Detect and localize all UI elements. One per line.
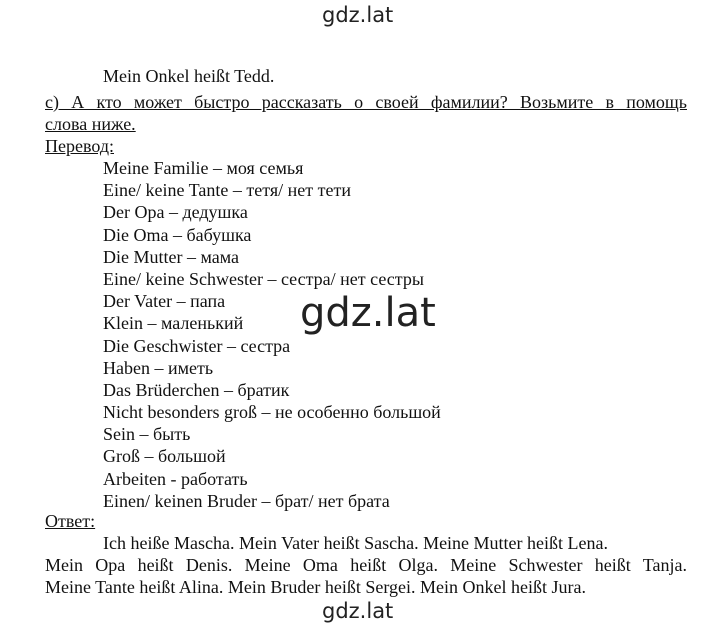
answer-label: Ответ: (45, 511, 96, 531)
watermark-top: gdz.lat (322, 3, 394, 27)
vocab-item: Haben – иметь (103, 357, 214, 378)
vocab-item: Klein – маленький (103, 313, 244, 334)
vocab-item: Der Opa – дедушка (103, 202, 248, 223)
watermark-bottom: gdz.lat (322, 599, 394, 623)
answer-line-3: Meine Tante heißt Alina. Mein Bruder heißt Sergei. Mein Onkel heißt Jura. (45, 577, 586, 597)
answer-line-2: Mein Opa heißt Denis. Meine Oma heißt Olga. Meine Schwester heißt Tanja. (45, 555, 687, 575)
intro-line: Mein Onkel heißt Tedd. (103, 66, 275, 86)
vocab-item: Die Oma – бабушка (103, 224, 252, 245)
vocab-item: Groß – большой (103, 446, 226, 467)
task-line-2: слова ниже. (45, 114, 136, 134)
vocab-item: Der Vater – папа (103, 291, 226, 312)
vocab-item: Eine/ keine Schwester – сестра/ нет сестры (103, 268, 424, 289)
vocab-item: Einen/ keinen Bruder – брат/ нет брата (103, 490, 390, 511)
watermark-middle: gdz.lat (300, 290, 436, 336)
vocab-item: Arbeiten - работать (103, 468, 248, 489)
task-line-1: с) А кто может быстро рассказать о своей фамилии? Возьмите в помощь (45, 92, 687, 112)
vocab-item: Die Mutter – мама (103, 246, 239, 267)
vocab-item: Sein – быть (103, 424, 191, 445)
answer-line-1: Ich heiße Mascha. Mein Vater heißt Sascha. Meine Mutter heißt Lena. (103, 533, 609, 553)
vocab-item: Nicht besonders groß – не особенно большой (103, 402, 441, 423)
vocab-item: Die Geschwister – сестра (103, 335, 291, 356)
translation-label: Перевод: (45, 136, 114, 156)
vocab-item: Eine/ keine Tante – тетя/ нет тети (103, 180, 351, 201)
vocab-item: Meine Familie – моя семья (103, 158, 304, 178)
vocab-item: Das Brüderchen – братик (103, 379, 290, 400)
